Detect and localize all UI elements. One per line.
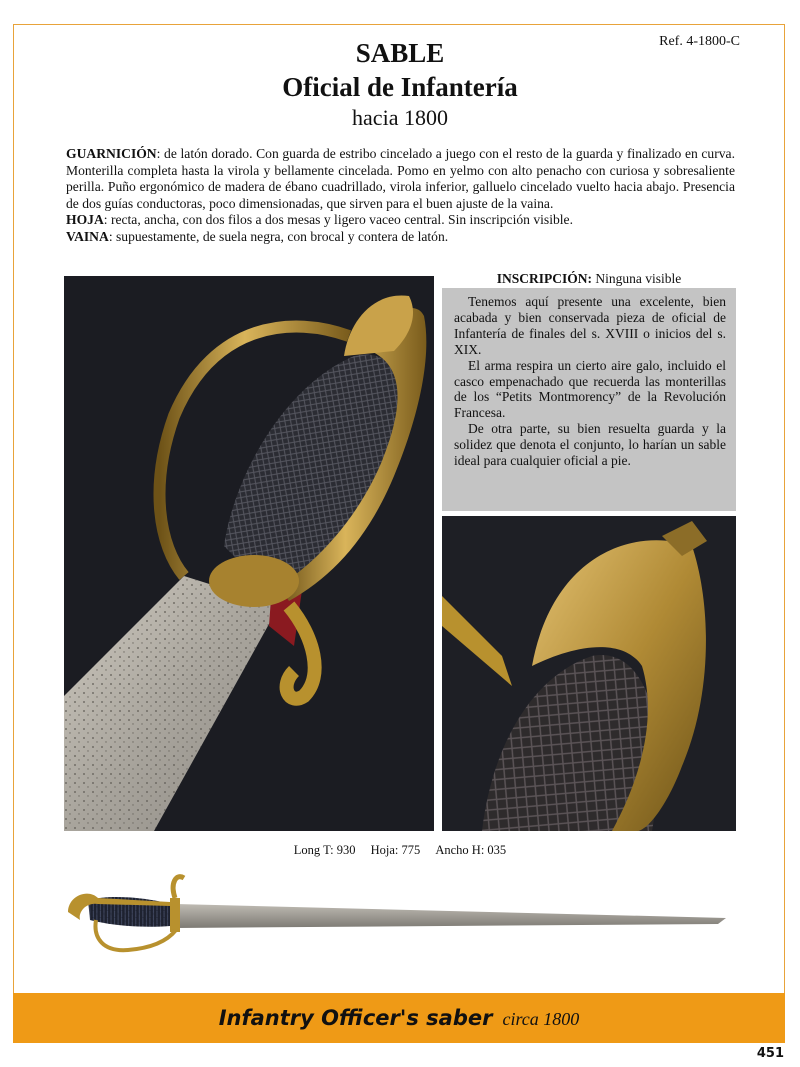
note-paragraph-1: Tenemos aquí presente una excelente, bien acabada y bien conservada pieza de oficial de Infantería de finales del s. XVIII o inicios del s. XIX. [454,294,726,357]
vaina-label: VAINA [66,228,109,244]
hoja-label: HOJA [66,212,104,228]
hoja-text: : recta, ancha, con dos filos a dos mesas y ligero vaceo central. Sin inscripción visible. [103,212,573,228]
full-saber-photo [58,868,738,960]
reference-code: Ref. 4-1800-C [659,34,740,49]
english-circa: circa 1800 [502,1009,580,1029]
hoja-paragraph [66,212,735,229]
note-paragraph-2: El arma respira un cierto aire galo, incluido el casco empenachado que recuerda las monterillas de los “Petits Montmorency” de la Revolución Francesa. [454,357,726,421]
vaina-text: : supuestamente, de suela negra, con brocal y contera de latón. [108,228,449,244]
page-subtitle: hacia 1800 [352,105,448,130]
page-number: 451 [756,1046,784,1061]
notes-box [442,288,736,511]
description-block [66,146,735,246]
page-title-line2: Oficial de Infantería [282,72,518,102]
pommel-detail-photo [442,516,736,831]
guarnicion-text: : de latón dorado. Con guarda de estribo cincelado a juego con el resto de la guarda y finalizado en curva. Monterilla completa hasta la virola y bellamente cincelada. Pomo en yelmo con alto penacho con curiosa y sobresaliente perilla. Puño ergonómico de madera de ébano cuadrillado, virola inferior, galluelo cincelado vuelto hacia abajo. Presencia de dos guías conductoras, poco dimensionadas, que sirven para el buen ajuste de la vaina. [66,146,735,211]
blade-length: Hoja: 775 [370,843,421,857]
inscription-value: Ninguna visible [592,271,682,286]
page-title: SABLE [355,38,445,68]
english-title-banner [13,993,785,1043]
length-total: Long T: 930 [293,843,356,857]
inscription-line [442,271,736,287]
main-saber-photo [64,276,434,831]
dimensions-line [0,843,800,858]
vaina-paragraph [66,229,735,246]
hilt-width: Ancho H: 035 [435,843,507,857]
guarnicion-paragraph [66,146,735,212]
english-title: Infantry Officer's saber [218,1006,493,1030]
note-paragraph-3: De otra parte, su bien resuelta guarda y la solidez que denota el conjunto, lo harían un sable ideal para cualquier oficial a pie. [454,421,726,469]
inscription-label: INSCRIPCIÓN: [496,271,592,286]
title-block [0,36,800,132]
guarnicion-label: GUARNICIÓN [66,146,157,161]
